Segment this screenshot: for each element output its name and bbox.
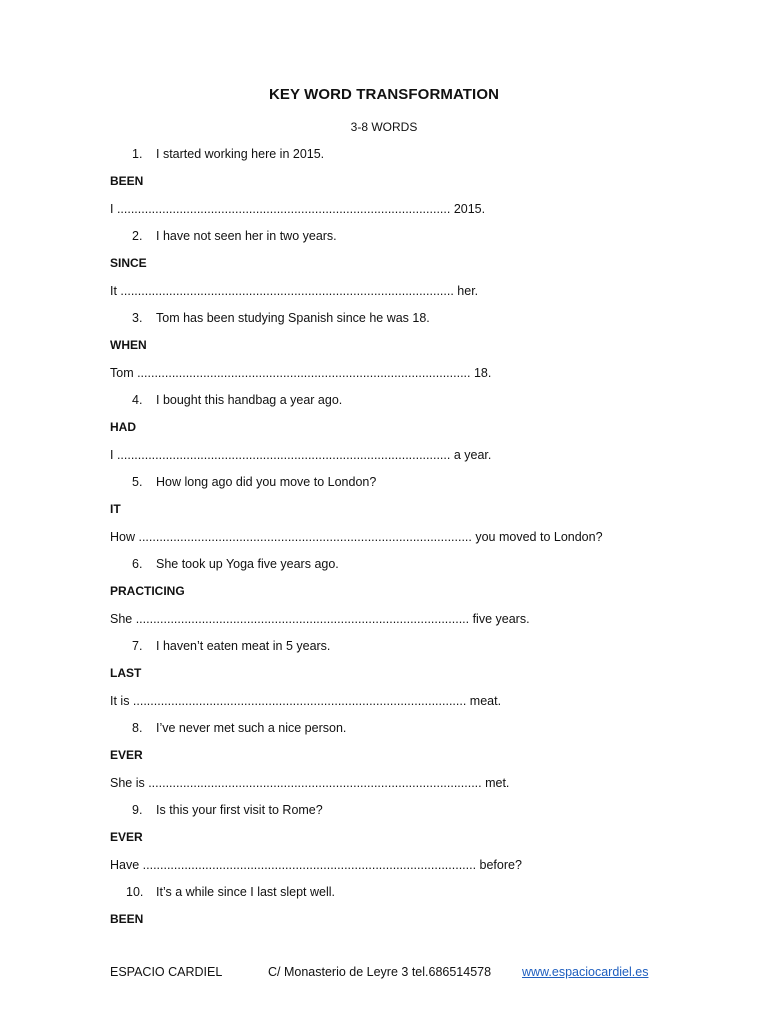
footer-name: ESPACIO CARDIEL xyxy=(110,965,223,979)
exercise-number: 1. xyxy=(132,147,143,161)
exercise-keyword: WHEN xyxy=(110,338,147,352)
exercise-sentence-text: I bought this handbag a year ago. xyxy=(156,393,343,407)
exercise-sentence xyxy=(132,803,323,817)
exercise-answer-line[interactable]: Tom ................................................................................................ 18. xyxy=(110,366,492,380)
exercise-answer-line[interactable]: Have ................................................................................................ before? xyxy=(110,858,522,872)
exercise-number: 9. xyxy=(132,803,143,817)
footer-address: C/ Monasterio de Leyre 3 tel.686514578 xyxy=(268,965,492,979)
exercise-sentence xyxy=(132,557,339,571)
exercise-sentence xyxy=(126,885,336,899)
exercise-sentence xyxy=(132,393,342,407)
exercise-sentence-text: Tom has been studying Spanish since he was 18. xyxy=(156,311,430,325)
exercise-keyword: BEEN xyxy=(110,912,144,926)
exercise-number: 3. xyxy=(132,311,143,325)
exercise-sentence-text: Is this your first visit to Rome? xyxy=(156,803,323,817)
exercise-sentence-text: It’s a while since I last slept well. xyxy=(156,885,336,899)
exercise-number: 10. xyxy=(126,885,144,899)
page-subtitle: 3-8 WORDS xyxy=(350,120,418,134)
exercise-keyword: IT xyxy=(110,502,121,516)
exercise-sentence xyxy=(132,147,324,161)
exercise-answer-line[interactable]: It is ................................................................................................ meat. xyxy=(110,694,502,708)
exercise-sentence-text: I’ve never met such a nice person. xyxy=(156,721,347,735)
exercise-keyword: PRACTICING xyxy=(110,584,185,598)
exercise-sentence xyxy=(132,721,346,735)
exercise-sentence-text: I started working here in 2015. xyxy=(156,147,325,161)
exercise-sentence xyxy=(132,229,337,243)
exercise-keyword: SINCE xyxy=(110,256,147,270)
exercise-sentence-text: I have not seen her in two years. xyxy=(156,229,337,243)
exercise-sentence-text: How long ago did you move to London? xyxy=(156,475,377,489)
exercise-answer-line[interactable]: I ................................................................................................ 2015. xyxy=(110,202,486,216)
exercise-number: 7. xyxy=(132,639,143,653)
exercise-keyword: BEEN xyxy=(110,174,144,188)
footer-website-link[interactable]: www.espaciocardiel.es xyxy=(522,965,649,979)
exercise-answer-line[interactable]: It ................................................................................................ her. xyxy=(110,284,479,298)
exercise-sentence-text: She took up Yoga five years ago. xyxy=(156,557,339,571)
exercise-answer-line[interactable]: She ................................................................................................ five years. xyxy=(110,612,530,626)
exercise-sentence-text: I haven’t eaten meat in 5 years. xyxy=(156,639,331,653)
exercise-answer-line[interactable]: She is ................................................................................................ met. xyxy=(110,776,510,790)
exercise-keyword: LAST xyxy=(110,666,142,680)
exercise-keyword: EVER xyxy=(110,748,143,762)
exercise-sentence xyxy=(132,475,376,489)
exercise-keyword: EVER xyxy=(110,830,143,844)
exercise-number: 2. xyxy=(132,229,143,243)
exercise-number: 6. xyxy=(132,557,143,571)
exercise-number: 5. xyxy=(132,475,143,489)
exercise-sentence xyxy=(132,311,430,325)
exercise-number: 4. xyxy=(132,393,143,407)
exercise-number: 8. xyxy=(132,721,143,735)
page-title: KEY WORD TRANSFORMATION xyxy=(268,86,500,103)
exercise-sentence xyxy=(132,639,330,653)
exercise-keyword: HAD xyxy=(110,420,136,434)
exercise-answer-line[interactable]: How ................................................................................................ you moved to London? xyxy=(110,530,603,544)
exercise-answer-line[interactable]: I ................................................................................................ a year. xyxy=(110,448,492,462)
